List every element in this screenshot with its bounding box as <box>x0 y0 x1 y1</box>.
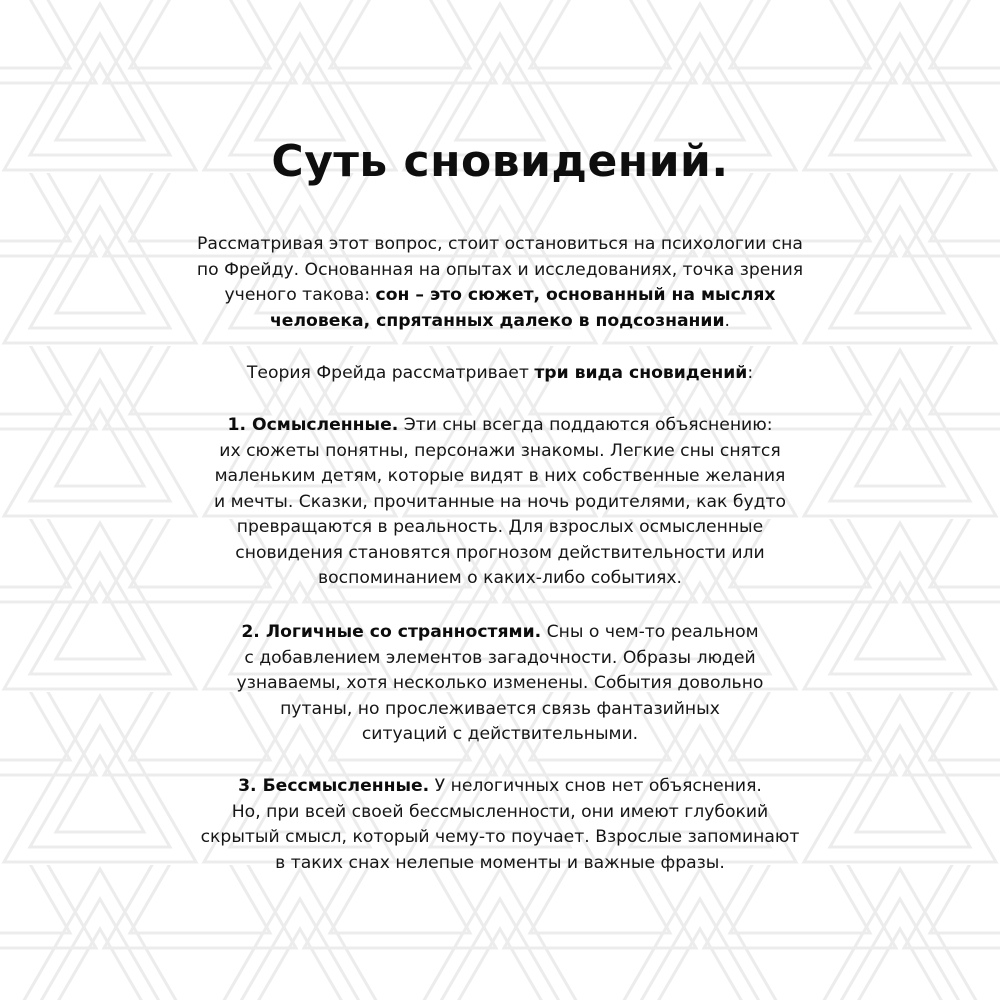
types-intro-tail: : <box>747 363 754 383</box>
dream-type-1-line-3: маленьким детям, которые видят в них собственные желания <box>214 466 786 486</box>
intro-emphasis-1: сон – это сюжет, основанный на мыслях <box>375 285 776 305</box>
intro-emphasis-2: человека, спрятанных далеко в подсознании <box>270 310 725 331</box>
dream-type-3-heading: 3. Бессмысленные. <box>238 776 430 796</box>
types-intro-paragraph <box>150 361 850 387</box>
dream-type-3-line-2: Но, при всей своей бессмысленности, они имеют глубокий <box>231 801 769 822</box>
dream-type-3-paragraph <box>150 774 850 876</box>
page-title: Суть сновидений. <box>271 136 729 187</box>
dream-type-2-line-4: путаны, но прослеживается связь фантазийных <box>280 698 720 719</box>
intro-line-4-tail: . <box>724 310 730 331</box>
intro-line-3 <box>150 283 850 309</box>
dream-type-2-paragraph <box>150 620 850 748</box>
dream-type-3-line-3: скрытый смысл, который чему-то поучает. Взрослые запоминают <box>200 827 800 847</box>
dream-type-1-paragraph <box>150 413 850 592</box>
dream-type-2-line-5: ситуаций с действительными. <box>361 724 639 744</box>
types-intro-text: Теория Фрейда рассматривает <box>246 363 535 383</box>
dream-type-3-line-1-text: У нелогичных снов нет объяснения. <box>429 776 762 796</box>
dream-type-1-heading: 1. Осмысленные. <box>227 415 399 435</box>
dream-type-1-line-7: воспоминанием о каких-либо событиях. <box>317 568 682 588</box>
dream-type-2-heading: 2. Логичные со странностями. <box>241 622 542 642</box>
dream-type-1-line-5: превращаются в реальность. Для взрослых осмысленные <box>236 517 764 537</box>
intro-line-3-text: ученого такова: <box>224 285 376 305</box>
dream-type-3-line-4: в таких снах нелепые моменты и важные фразы. <box>275 852 725 873</box>
types-intro-emphasis: три вида сновидений <box>534 363 748 383</box>
intro-line-1: Рассматривая этот вопрос, стоит остановиться на психологии сна <box>197 234 803 254</box>
intro-line-2: по Фрейду. Основанная на опытах и исследованиях, точка зрения <box>196 259 804 280</box>
intro-line-4 <box>150 309 850 335</box>
dream-type-1-line-1 <box>150 413 850 439</box>
dream-type-2-line-3: узнаваемы, хотя несколько изменены. События довольно <box>236 673 764 693</box>
dream-type-1-line-2: их сюжеты понятны, персонажи знакомы. Легкие сны снятся <box>219 440 781 461</box>
dream-type-2-line-1-text: Сны о чем-то реальном <box>541 622 759 642</box>
types-intro-line <box>150 361 850 387</box>
dream-type-1-line-6: сновидения становятся прогнозом действительности или <box>235 542 765 563</box>
dream-type-2-line-1 <box>150 620 850 646</box>
dream-type-1-line-1-text: Эти сны всегда поддаются объяснению: <box>398 415 773 435</box>
dream-type-3-line-1 <box>150 774 850 800</box>
dream-type-1-line-4: и мечты. Сказки, прочитанные на ночь родителями, как будто <box>213 491 787 512</box>
intro-paragraph <box>150 232 850 334</box>
dream-type-2-line-2: с добавлением элементов загадочности. Образы людей <box>244 647 756 668</box>
